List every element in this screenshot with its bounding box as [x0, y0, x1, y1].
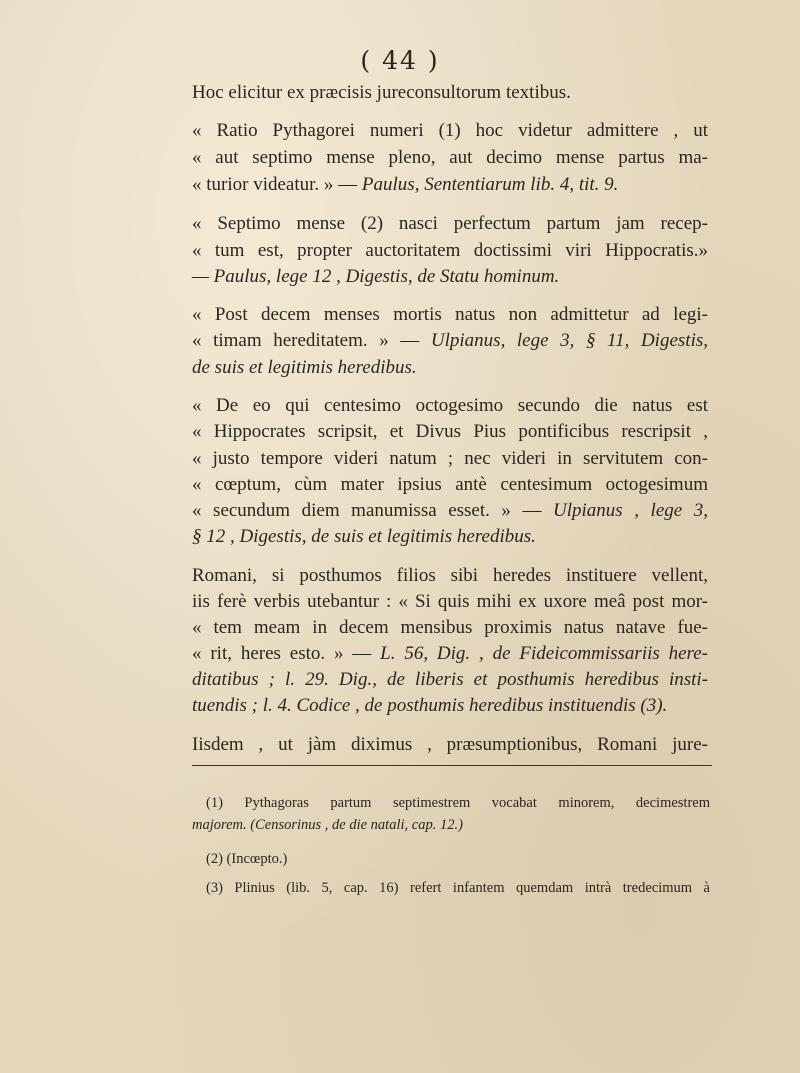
footnote-1-continued: majorem. (Censorinus , de die natali, cap. 12.)	[192, 817, 463, 833]
text-line: « Septimo mense (2) nasci perfectum partum jam recep-	[192, 213, 708, 234]
text-line: iis ferè verbis utebantur : « Si quis mihi ex uxore meâ post mor-	[192, 591, 708, 612]
text-line	[192, 328, 708, 354]
text-line: Iisdem , ut jàm diximus , præsumptionibus, Romani jure-	[192, 734, 708, 755]
citation: § 12 , Digestis, de suis et legitimis heredibus.	[192, 526, 536, 547]
page-number: ( 44 )	[360, 46, 440, 75]
footnote-2: (2) (Incœpto.)	[206, 851, 288, 867]
text-line: « Hippocrates scripsit, et Divus Pius pontificibus rescripsit ,	[192, 421, 708, 442]
text-line: « tem meam in decem mensibus proximis natus natave fue-	[192, 617, 708, 638]
text-line: Hoc elicitur ex præcisis jureconsultorum textibus.	[192, 82, 571, 103]
citation: ditatibus ; l. 29. Dig., de liberis et posthumis heredibus insti-	[192, 669, 708, 690]
text-line: « tum est, propter auctoritatem doctissimi viri Hippocratis.»	[192, 240, 708, 261]
citation: L. 56, Dig. , de Fideicommissariis here-	[380, 643, 708, 664]
footnote-rule	[192, 765, 712, 766]
text-line: « Ratio Pythagorei numeri (1) hoc videtur admittere , ut	[192, 120, 708, 141]
citation: Ulpianus, lege 3, § 11, Digestis,	[430, 330, 708, 351]
citation: Paulus, Sententiarum lib. 4, tit. 9.	[361, 174, 619, 195]
citation: Ulpianus , lege 3,	[553, 500, 708, 521]
text-line: Romani, si posthumos filios sibi heredes instituere vellent,	[192, 565, 708, 586]
quote-end: « timam hereditatem. » —	[192, 330, 431, 351]
text-line: « Post decem menses mortis natus non admittetur ad legi-	[192, 304, 708, 325]
text-line	[192, 498, 708, 524]
quote-end: « turior videatur. » —	[192, 174, 362, 195]
quote-end: « rit, heres esto. » —	[192, 643, 381, 664]
text-line: « De eo qui centesimo octogesimo secundo die natus est	[192, 395, 708, 416]
text-line: « cœptum, cùm mater ipsius antè centesimum octogesimum	[192, 474, 708, 495]
citation: — Paulus, lege 12 , Digestis, de Statu hominum.	[192, 266, 560, 287]
quote-end: « secundum diem manumissa esset. » —	[192, 500, 554, 521]
text-line	[192, 172, 708, 198]
citation: de suis et legitimis heredibus.	[192, 357, 417, 378]
citation: tuendis ; l. 4. Codice , de posthumis heredibus instituendis (3).	[192, 695, 668, 716]
footnote-3: (3) Plinius (lib. 5, cap. 16) refert infantem quemdam intrà tredecimum à	[206, 880, 710, 896]
text-line: « justo tempore videri natum ; nec videri in servitutem con-	[192, 448, 708, 469]
footnote-1: (1) Pythagoras partum septimestrem vocabat minorem, decimestrem	[206, 795, 710, 811]
text-line	[192, 641, 708, 667]
text-line: « aut septimo mense pleno, aut decimo mense partus ma-	[192, 147, 708, 168]
